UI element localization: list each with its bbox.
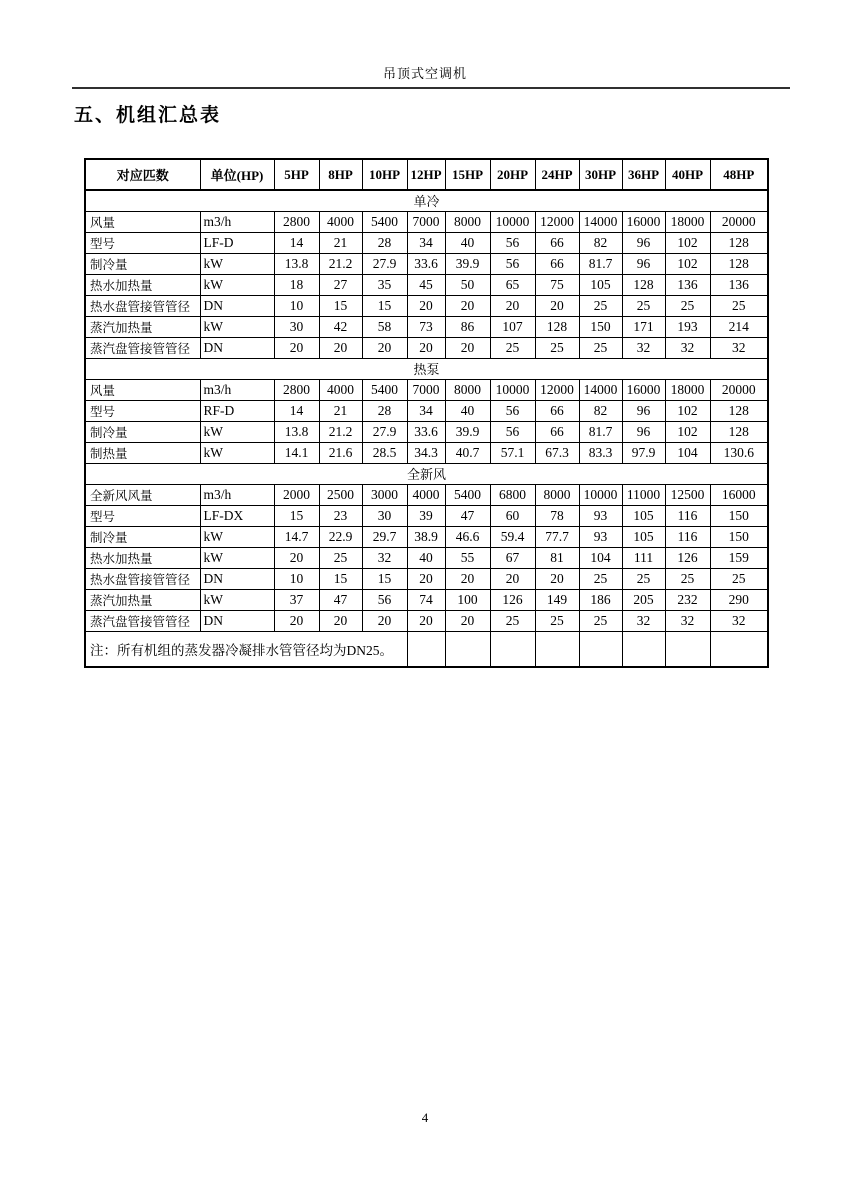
value-cell: 28	[362, 400, 407, 421]
value-cell: 128	[710, 421, 768, 442]
value-cell: 22.9	[319, 526, 362, 547]
value-cell: 59.4	[490, 526, 535, 547]
data-row	[85, 589, 768, 610]
value-cell: 74	[407, 589, 445, 610]
value-cell: 14000	[579, 379, 622, 400]
value-cell: 56	[362, 589, 407, 610]
value-cell: 27.9	[362, 421, 407, 442]
value-cell: 32	[622, 337, 665, 358]
value-cell: 21.2	[319, 253, 362, 274]
row-unit: m3/h	[200, 379, 274, 400]
value-cell: 25	[622, 295, 665, 316]
value-cell: 4000	[319, 211, 362, 232]
row-unit: LF-DX	[200, 505, 274, 526]
value-cell: 12000	[535, 379, 579, 400]
value-cell: 14.7	[274, 526, 319, 547]
value-cell: 28	[362, 232, 407, 253]
value-cell: 18000	[665, 379, 710, 400]
value-cell: 20	[445, 337, 490, 358]
value-cell: 81.7	[579, 421, 622, 442]
value-cell: 3000	[362, 484, 407, 505]
table-note: 注：所有机组的蒸发器冷凝排水管管径均为DN25。	[85, 631, 407, 667]
data-row	[85, 505, 768, 526]
value-cell: 136	[710, 274, 768, 295]
row-unit: DN	[200, 337, 274, 358]
data-row	[85, 211, 768, 232]
value-cell: 45	[407, 274, 445, 295]
value-cell: 77.7	[535, 526, 579, 547]
value-cell: 56	[490, 421, 535, 442]
value-cell: 13.8	[274, 253, 319, 274]
value-cell: 39.9	[445, 421, 490, 442]
row-unit: kW	[200, 526, 274, 547]
value-cell: 57.1	[490, 442, 535, 463]
value-cell: 20	[445, 610, 490, 631]
data-row	[85, 295, 768, 316]
value-cell: 8000	[535, 484, 579, 505]
value-cell: 40	[445, 232, 490, 253]
value-cell: 29.7	[362, 526, 407, 547]
value-cell: 290	[710, 589, 768, 610]
value-cell: 102	[665, 232, 710, 253]
value-cell: 21.6	[319, 442, 362, 463]
value-cell: 105	[622, 505, 665, 526]
value-cell: 16000	[710, 484, 768, 505]
value-cell: 7000	[407, 211, 445, 232]
value-cell: 32	[665, 337, 710, 358]
value-cell: 78	[535, 505, 579, 526]
value-cell: 128	[535, 316, 579, 337]
value-cell: 13.8	[274, 421, 319, 442]
section-title: 单冷	[85, 190, 768, 211]
row-label: 风量	[85, 379, 200, 400]
value-cell: 65	[490, 274, 535, 295]
value-cell: 126	[490, 589, 535, 610]
section-title: 全新风	[85, 463, 768, 484]
value-cell: 97.9	[622, 442, 665, 463]
value-cell: 56	[490, 400, 535, 421]
value-cell: 39	[407, 505, 445, 526]
value-cell: 20	[535, 295, 579, 316]
value-cell: 34	[407, 400, 445, 421]
value-cell: 34	[407, 232, 445, 253]
value-cell: 25	[579, 610, 622, 631]
value-cell: 102	[665, 421, 710, 442]
row-label: 制冷量	[85, 526, 200, 547]
value-cell: 105	[579, 274, 622, 295]
value-cell: 25	[579, 337, 622, 358]
data-row	[85, 379, 768, 400]
column-header: 5HP	[274, 159, 319, 190]
column-header: 8HP	[319, 159, 362, 190]
value-cell: 2000	[274, 484, 319, 505]
row-unit: kW	[200, 316, 274, 337]
value-cell: 186	[579, 589, 622, 610]
value-cell: 25	[665, 295, 710, 316]
row-label: 型号	[85, 400, 200, 421]
empty-cell	[535, 631, 579, 667]
value-cell: 20	[362, 337, 407, 358]
column-header: 30HP	[579, 159, 622, 190]
row-label: 蒸汽盘管接管管径	[85, 337, 200, 358]
value-cell: 60	[490, 505, 535, 526]
data-row	[85, 253, 768, 274]
summary-table-body	[85, 190, 768, 667]
value-cell: 55	[445, 547, 490, 568]
value-cell: 25	[622, 568, 665, 589]
row-unit: kW	[200, 589, 274, 610]
value-cell: 20	[445, 295, 490, 316]
value-cell: 15	[319, 568, 362, 589]
empty-cell	[490, 631, 535, 667]
value-cell: 8000	[445, 211, 490, 232]
value-cell: 2800	[274, 211, 319, 232]
value-cell: 20	[319, 610, 362, 631]
data-row	[85, 568, 768, 589]
value-cell: 18000	[665, 211, 710, 232]
value-cell: 25	[319, 547, 362, 568]
section-header-row	[85, 190, 768, 211]
row-unit: kW	[200, 442, 274, 463]
row-label: 全新风风量	[85, 484, 200, 505]
row-unit: kW	[200, 547, 274, 568]
value-cell: 20	[407, 295, 445, 316]
value-cell: 20	[490, 295, 535, 316]
value-cell: 81.7	[579, 253, 622, 274]
column-header: 10HP	[362, 159, 407, 190]
column-header: 36HP	[622, 159, 665, 190]
column-header: 24HP	[535, 159, 579, 190]
value-cell: 32	[710, 610, 768, 631]
value-cell: 75	[535, 274, 579, 295]
value-cell: 42	[319, 316, 362, 337]
section-header-row	[85, 358, 768, 379]
value-cell: 83.3	[579, 442, 622, 463]
value-cell: 21.2	[319, 421, 362, 442]
value-cell: 5400	[362, 211, 407, 232]
value-cell: 20	[407, 337, 445, 358]
value-cell: 20	[490, 568, 535, 589]
data-row	[85, 547, 768, 568]
value-cell: 33.6	[407, 253, 445, 274]
row-label: 热水加热量	[85, 274, 200, 295]
value-cell: 25	[710, 568, 768, 589]
page-number: 4	[421, 1110, 429, 1125]
value-cell: 4000	[319, 379, 362, 400]
row-label: 制热量	[85, 442, 200, 463]
value-cell: 67.3	[535, 442, 579, 463]
value-cell: 66	[535, 232, 579, 253]
column-header: 12HP	[407, 159, 445, 190]
data-row	[85, 421, 768, 442]
value-cell: 20	[535, 568, 579, 589]
value-cell: 149	[535, 589, 579, 610]
empty-cell	[665, 631, 710, 667]
value-cell: 171	[622, 316, 665, 337]
value-cell: 10	[274, 295, 319, 316]
value-cell: 102	[665, 253, 710, 274]
row-label: 制冷量	[85, 253, 200, 274]
row-unit: kW	[200, 421, 274, 442]
value-cell: 214	[710, 316, 768, 337]
value-cell: 20	[274, 337, 319, 358]
value-cell: 25	[490, 610, 535, 631]
value-cell: 150	[710, 505, 768, 526]
value-cell: 33.6	[407, 421, 445, 442]
value-cell: 14.1	[274, 442, 319, 463]
value-cell: 30	[362, 505, 407, 526]
value-cell: 50	[445, 274, 490, 295]
value-cell: 32	[665, 610, 710, 631]
row-unit: m3/h	[200, 211, 274, 232]
value-cell: 15	[362, 568, 407, 589]
value-cell: 100	[445, 589, 490, 610]
value-cell: 15	[319, 295, 362, 316]
value-cell: 130.6	[710, 442, 768, 463]
row-unit: DN	[200, 610, 274, 631]
value-cell: 81	[535, 547, 579, 568]
empty-cell	[622, 631, 665, 667]
value-cell: 66	[535, 253, 579, 274]
row-unit: kW	[200, 253, 274, 274]
row-label: 热水加热量	[85, 547, 200, 568]
value-cell: 10	[274, 568, 319, 589]
data-row	[85, 337, 768, 358]
row-unit: RF-D	[200, 400, 274, 421]
row-unit: kW	[200, 274, 274, 295]
value-cell: 27.9	[362, 253, 407, 274]
value-cell: 5400	[362, 379, 407, 400]
value-cell: 73	[407, 316, 445, 337]
row-label: 热水盘管接管管径	[85, 568, 200, 589]
value-cell: 111	[622, 547, 665, 568]
row-unit: m3/h	[200, 484, 274, 505]
value-cell: 27	[319, 274, 362, 295]
value-cell: 56	[490, 253, 535, 274]
value-cell: 2500	[319, 484, 362, 505]
data-row	[85, 316, 768, 337]
empty-cell	[710, 631, 768, 667]
row-label: 制冷量	[85, 421, 200, 442]
value-cell: 40	[445, 400, 490, 421]
column-header: 对应匹数	[85, 159, 200, 190]
value-cell: 40	[407, 547, 445, 568]
value-cell: 25	[579, 295, 622, 316]
value-cell: 32	[710, 337, 768, 358]
header-rule	[72, 87, 790, 89]
value-cell: 25	[710, 295, 768, 316]
row-label: 型号	[85, 505, 200, 526]
empty-cell	[579, 631, 622, 667]
value-cell: 20000	[710, 379, 768, 400]
value-cell: 150	[710, 526, 768, 547]
value-cell: 67	[490, 547, 535, 568]
value-cell: 96	[622, 400, 665, 421]
column-header: 48HP	[710, 159, 768, 190]
value-cell: 104	[665, 442, 710, 463]
value-cell: 66	[535, 421, 579, 442]
value-cell: 56	[490, 232, 535, 253]
value-cell: 21	[319, 232, 362, 253]
value-cell: 102	[665, 400, 710, 421]
summary-table-head	[85, 159, 768, 190]
value-cell: 34.3	[407, 442, 445, 463]
value-cell: 46.6	[445, 526, 490, 547]
value-cell: 14	[274, 232, 319, 253]
value-cell: 10000	[490, 379, 535, 400]
data-row	[85, 400, 768, 421]
value-cell: 58	[362, 316, 407, 337]
data-row	[85, 232, 768, 253]
value-cell: 15	[362, 295, 407, 316]
value-cell: 107	[490, 316, 535, 337]
column-header: 15HP	[445, 159, 490, 190]
value-cell: 11000	[622, 484, 665, 505]
value-cell: 128	[710, 400, 768, 421]
value-cell: 159	[710, 547, 768, 568]
value-cell: 5400	[445, 484, 490, 505]
value-cell: 32	[622, 610, 665, 631]
value-cell: 23	[319, 505, 362, 526]
running-header-title: 吊顶式空调机	[382, 66, 467, 81]
row-label: 蒸汽加热量	[85, 316, 200, 337]
value-cell: 25	[490, 337, 535, 358]
row-label: 风量	[85, 211, 200, 232]
value-cell: 21	[319, 400, 362, 421]
value-cell: 25	[579, 568, 622, 589]
value-cell: 25	[535, 337, 579, 358]
value-cell: 12000	[535, 211, 579, 232]
value-cell: 128	[710, 232, 768, 253]
value-cell: 82	[579, 232, 622, 253]
value-cell: 116	[665, 505, 710, 526]
value-cell: 20000	[710, 211, 768, 232]
value-cell: 35	[362, 274, 407, 295]
data-row	[85, 526, 768, 547]
value-cell: 20	[407, 610, 445, 631]
value-cell: 8000	[445, 379, 490, 400]
value-cell: 39.9	[445, 253, 490, 274]
value-cell: 14000	[579, 211, 622, 232]
value-cell: 150	[579, 316, 622, 337]
value-cell: 15	[274, 505, 319, 526]
value-cell: 116	[665, 526, 710, 547]
value-cell: 32	[362, 547, 407, 568]
value-cell: 20	[319, 337, 362, 358]
data-row	[85, 610, 768, 631]
value-cell: 14	[274, 400, 319, 421]
section-header-row	[85, 463, 768, 484]
value-cell: 66	[535, 400, 579, 421]
value-cell: 7000	[407, 379, 445, 400]
value-cell: 128	[710, 253, 768, 274]
value-cell: 93	[579, 505, 622, 526]
data-row	[85, 442, 768, 463]
value-cell: 38.9	[407, 526, 445, 547]
value-cell: 28.5	[362, 442, 407, 463]
value-cell: 136	[665, 274, 710, 295]
empty-cell	[445, 631, 490, 667]
value-cell: 128	[622, 274, 665, 295]
section-title: 热泵	[85, 358, 768, 379]
value-cell: 205	[622, 589, 665, 610]
column-header: 40HP	[665, 159, 710, 190]
row-label: 热水盘管接管管径	[85, 295, 200, 316]
value-cell: 82	[579, 400, 622, 421]
value-cell: 20	[362, 610, 407, 631]
empty-cell	[407, 631, 445, 667]
value-cell: 96	[622, 421, 665, 442]
value-cell: 96	[622, 232, 665, 253]
value-cell: 105	[622, 526, 665, 547]
value-cell: 20	[445, 568, 490, 589]
value-cell: 10000	[490, 211, 535, 232]
row-unit: DN	[200, 568, 274, 589]
summary-table	[84, 158, 769, 668]
value-cell: 20	[274, 547, 319, 568]
row-unit: DN	[200, 295, 274, 316]
row-unit: LF-D	[200, 232, 274, 253]
value-cell: 20	[274, 610, 319, 631]
value-cell: 37	[274, 589, 319, 610]
value-cell: 2800	[274, 379, 319, 400]
value-cell: 10000	[579, 484, 622, 505]
value-cell: 40.7	[445, 442, 490, 463]
value-cell: 16000	[622, 379, 665, 400]
note-row	[85, 631, 768, 667]
value-cell: 47	[445, 505, 490, 526]
row-label: 蒸汽盘管接管管径	[85, 610, 200, 631]
value-cell: 93	[579, 526, 622, 547]
column-header: 20HP	[490, 159, 535, 190]
data-row	[85, 274, 768, 295]
row-label: 蒸汽加热量	[85, 589, 200, 610]
value-cell: 6800	[490, 484, 535, 505]
value-cell: 232	[665, 589, 710, 610]
data-row	[85, 484, 768, 505]
value-cell: 20	[407, 568, 445, 589]
value-cell: 18	[274, 274, 319, 295]
value-cell: 193	[665, 316, 710, 337]
value-cell: 86	[445, 316, 490, 337]
value-cell: 126	[665, 547, 710, 568]
value-cell: 30	[274, 316, 319, 337]
value-cell: 4000	[407, 484, 445, 505]
header-row	[85, 159, 768, 190]
value-cell: 16000	[622, 211, 665, 232]
value-cell: 25	[665, 568, 710, 589]
value-cell: 47	[319, 589, 362, 610]
value-cell: 25	[535, 610, 579, 631]
row-label: 型号	[85, 232, 200, 253]
page-title: 五、机组汇总表	[74, 105, 222, 126]
value-cell: 96	[622, 253, 665, 274]
column-header: 单位(HP)	[200, 159, 274, 190]
value-cell: 12500	[665, 484, 710, 505]
value-cell: 104	[579, 547, 622, 568]
